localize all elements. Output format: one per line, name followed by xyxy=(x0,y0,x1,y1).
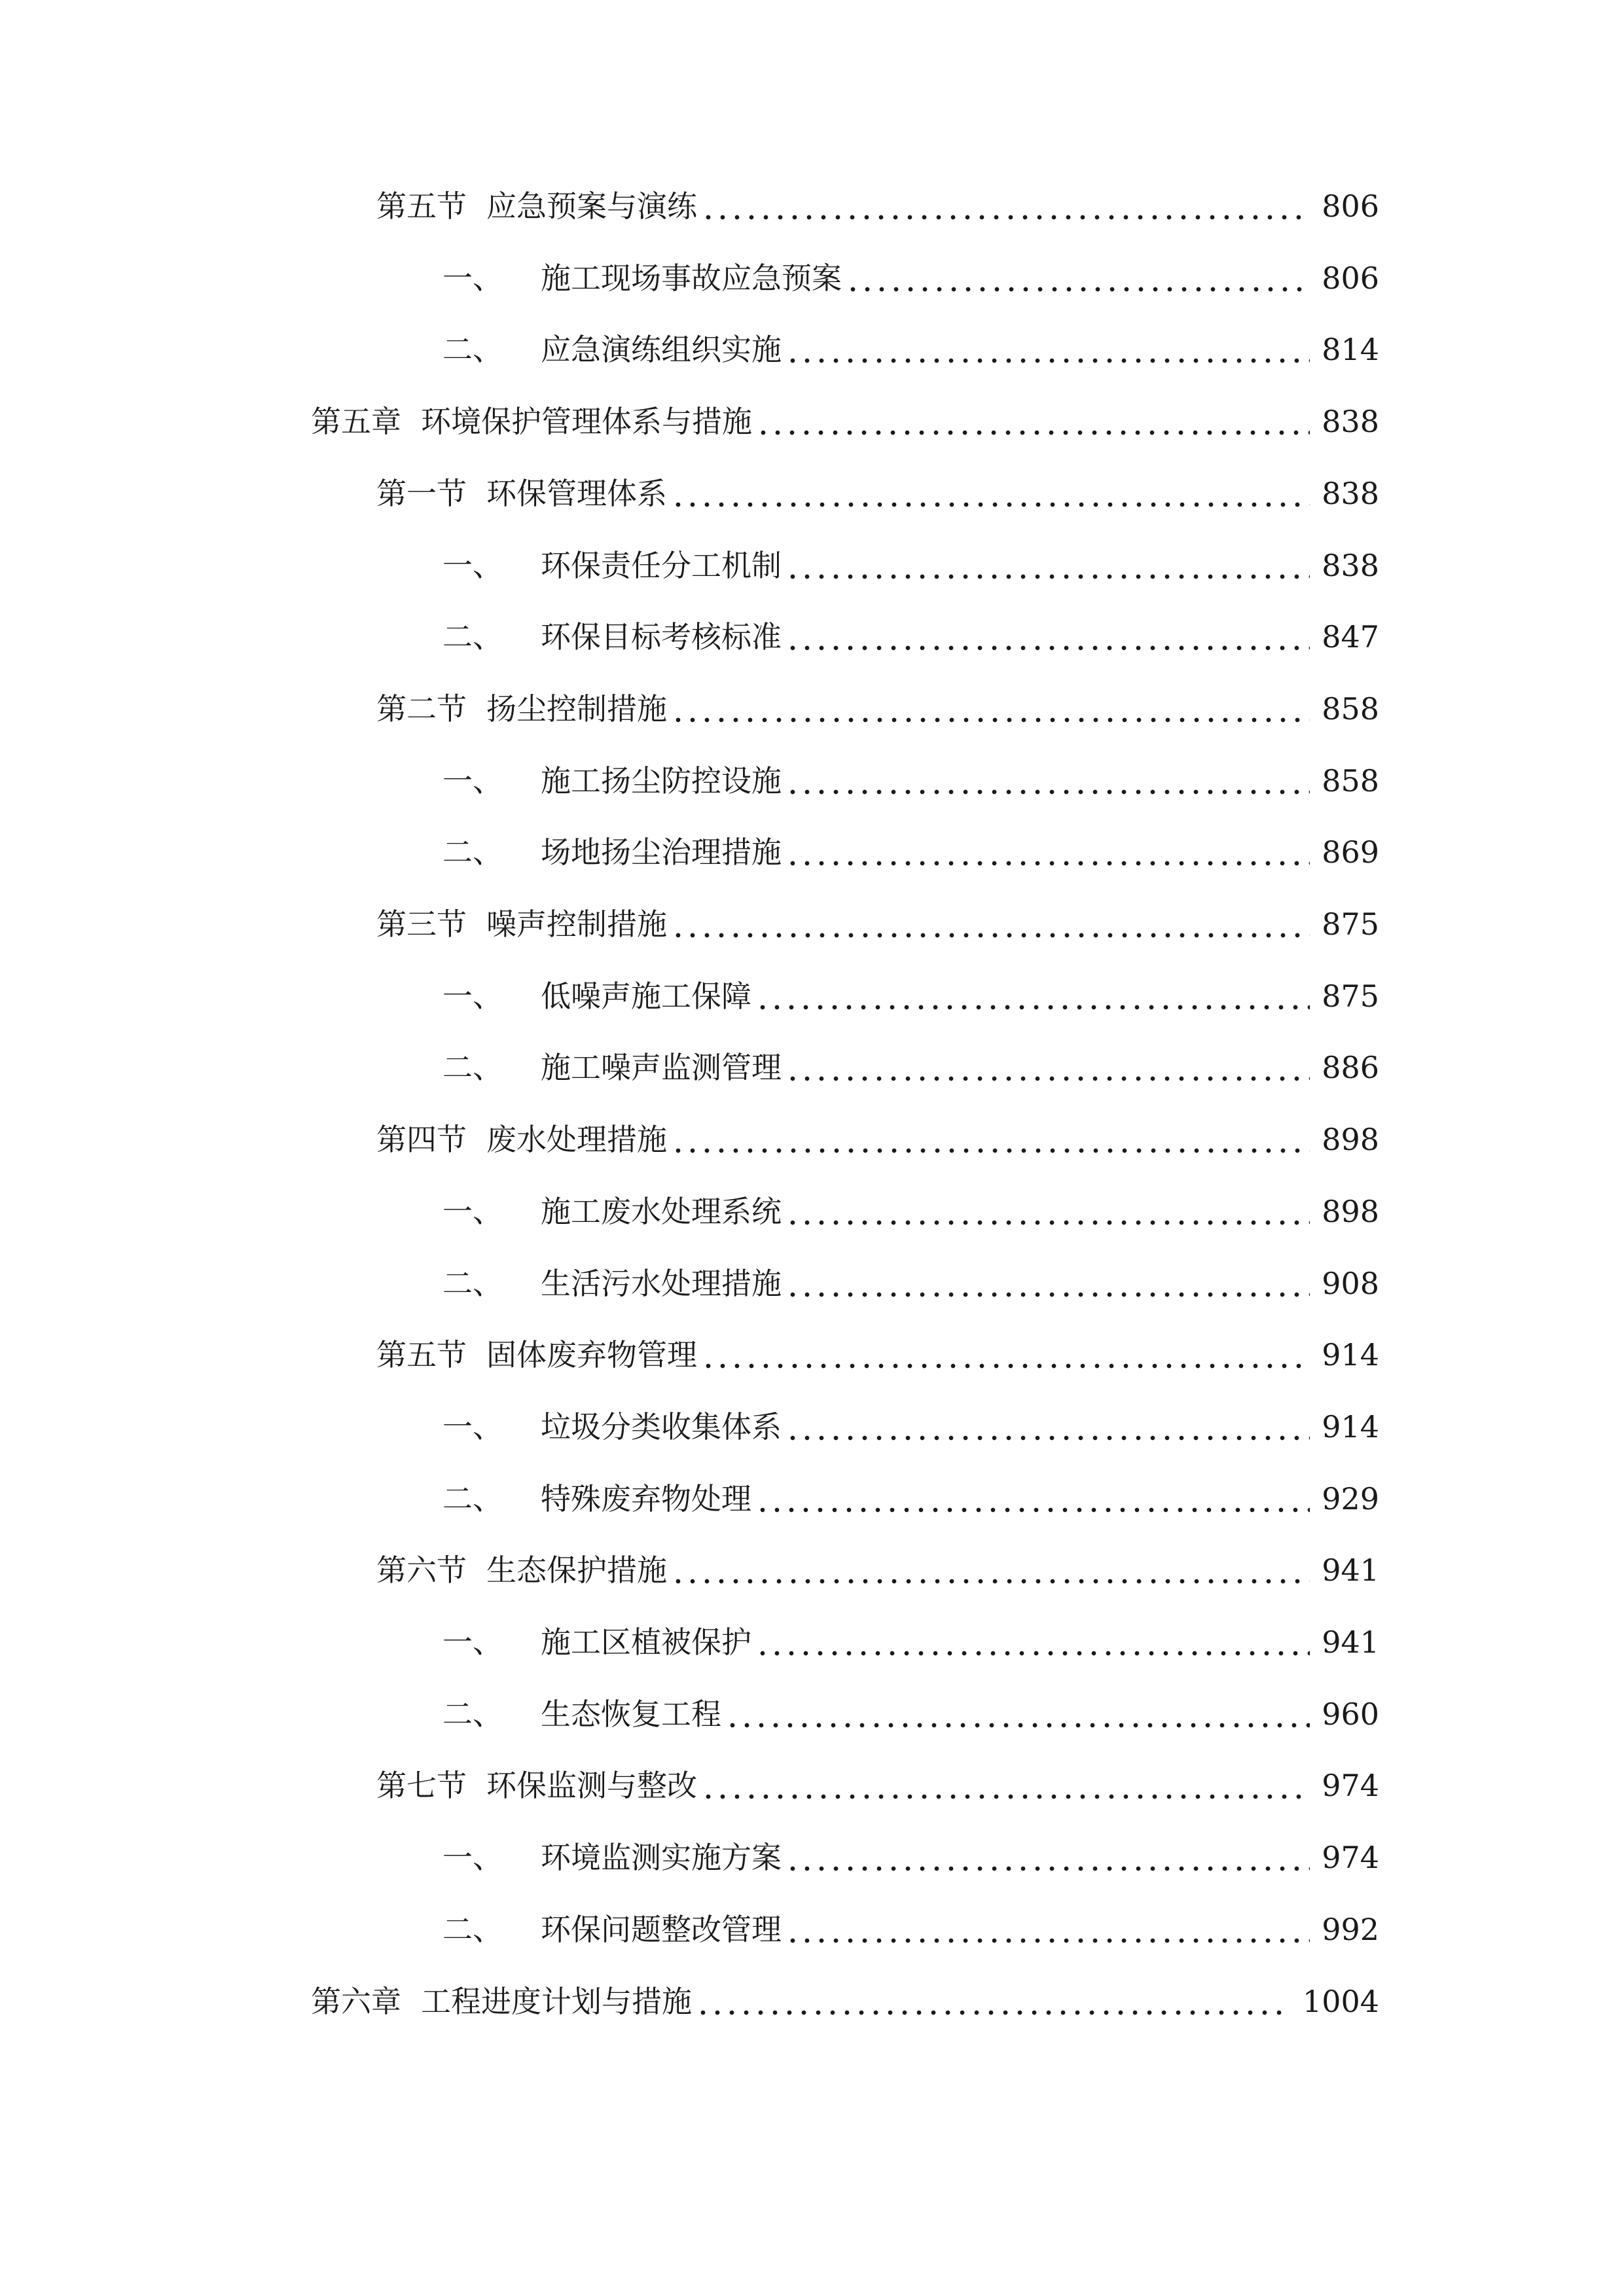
dot-leader xyxy=(785,543,1310,588)
toc-entry-page-number: 974 xyxy=(1322,1768,1379,1803)
toc-entry[interactable] xyxy=(376,686,1379,732)
toc-entry-number: 第五章 xyxy=(311,404,401,439)
toc-entry-page-number: 858 xyxy=(1322,763,1379,798)
toc-entry-title: 扬尘控制措施 xyxy=(486,691,667,726)
dot-leader xyxy=(755,1619,1310,1665)
toc-entry[interactable] xyxy=(442,1261,1379,1306)
toc-entry-number: 第六节 xyxy=(376,1552,467,1588)
dot-leader xyxy=(671,471,1310,516)
dot-leader xyxy=(671,901,1310,947)
toc-entry-number: 二、 xyxy=(442,1050,503,1085)
toc-entry-number: 第七节 xyxy=(376,1768,467,1803)
toc-entry-number: 第五节 xyxy=(376,1337,467,1372)
dot-leader xyxy=(701,1763,1310,1808)
dot-leader xyxy=(785,614,1310,660)
dot-leader xyxy=(785,327,1310,372)
toc-entry-title: 环保责任分工机制 xyxy=(541,548,782,583)
dot-leader xyxy=(785,1835,1310,1880)
toc-entry-page-number: 914 xyxy=(1322,1409,1379,1444)
toc-entry-page-number: 806 xyxy=(1322,260,1379,296)
toc-entry-number: 二、 xyxy=(442,332,503,367)
toc-entry-title: 环保目标考核标准 xyxy=(541,619,782,655)
toc-entry-title: 环境监测实施方案 xyxy=(541,1840,782,1875)
toc-entry-number: 第五节 xyxy=(376,188,467,224)
toc-entry-number: 一、 xyxy=(442,1194,503,1229)
toc-entry-title: 施工废水处理系统 xyxy=(541,1194,782,1229)
toc-entry-page-number: 838 xyxy=(1322,476,1379,511)
toc-entry-title: 环保问题整改管理 xyxy=(541,1912,782,1947)
dot-leader xyxy=(755,1476,1310,1522)
toc-entry-number: 二、 xyxy=(442,1481,503,1516)
toc-entry-title: 环保监测与整改 xyxy=(486,1768,697,1803)
toc-entry-title: 施工区植被保护 xyxy=(541,1624,751,1660)
toc-entry[interactable] xyxy=(376,1117,1379,1162)
dot-leader xyxy=(785,1907,1310,1952)
toc-entry-title: 施工现场事故应急预案 xyxy=(541,260,842,296)
dot-leader xyxy=(785,1404,1310,1450)
toc-entry-number: 第六章 xyxy=(311,1984,401,2019)
dot-leader xyxy=(671,686,1310,732)
toc-entry-number: 第三节 xyxy=(376,906,467,942)
dot-leader xyxy=(785,1189,1310,1234)
toc-entry-title: 环境保护管理体系与措施 xyxy=(421,404,752,439)
toc-entry[interactable] xyxy=(442,1907,1379,1952)
toc-entry[interactable] xyxy=(442,973,1379,1019)
toc-entry[interactable] xyxy=(442,1189,1379,1234)
toc-entry-number: 二、 xyxy=(442,1696,503,1732)
toc-entry-number: 一、 xyxy=(442,1840,503,1875)
dot-leader xyxy=(671,1547,1310,1593)
toc-entry-title: 施工扬尘防控设施 xyxy=(541,763,782,798)
toc-entry-title: 低噪声施工保障 xyxy=(541,978,751,1014)
toc-entry[interactable] xyxy=(442,1045,1379,1090)
dot-leader xyxy=(701,183,1310,229)
toc-entry-number: 一、 xyxy=(442,1624,503,1660)
toc-entry-page-number: 908 xyxy=(1322,1266,1379,1301)
toc-entry-number: 二、 xyxy=(442,1912,503,1947)
toc-entry-page-number: 941 xyxy=(1322,1552,1379,1588)
toc-entry-number: 一、 xyxy=(442,548,503,583)
toc-entry-page-number: 960 xyxy=(1322,1696,1379,1732)
toc-entry-title: 垃圾分类收集体系 xyxy=(541,1409,782,1444)
toc-entry[interactable] xyxy=(376,183,1379,229)
toc-entry-number: 一、 xyxy=(442,260,503,296)
dot-leader xyxy=(785,829,1310,875)
toc-entry-number: 二、 xyxy=(442,1266,503,1301)
toc-entry-number: 一、 xyxy=(442,763,503,798)
toc-entry-number: 一、 xyxy=(442,1409,503,1444)
toc-entry-page-number: 898 xyxy=(1322,1194,1379,1229)
toc-entry-number: 二、 xyxy=(442,834,503,870)
toc-entry-number: 第二节 xyxy=(376,691,467,726)
toc-entry[interactable] xyxy=(442,614,1379,660)
toc-entry[interactable] xyxy=(376,1763,1379,1808)
toc-entry-page-number: 914 xyxy=(1322,1337,1379,1372)
toc-entry-title: 生态保护措施 xyxy=(486,1552,667,1588)
dot-leader xyxy=(671,1117,1310,1162)
dot-leader xyxy=(846,255,1310,301)
dot-leader xyxy=(785,1045,1310,1090)
dot-leader xyxy=(725,1691,1310,1737)
toc-entry-title: 生态恢复工程 xyxy=(541,1696,721,1732)
toc-entry[interactable] xyxy=(376,1332,1379,1378)
toc-entry-page-number: 974 xyxy=(1322,1840,1379,1875)
toc-entry-page-number: 875 xyxy=(1322,906,1379,942)
dot-leader xyxy=(785,758,1310,804)
toc-entry[interactable] xyxy=(442,255,1379,301)
toc-entry-title: 废水处理措施 xyxy=(486,1122,667,1157)
toc-entry-title: 生活污水处理措施 xyxy=(541,1266,782,1301)
toc-entry-page-number: 806 xyxy=(1322,188,1379,224)
toc-entry-page-number: 886 xyxy=(1322,1050,1379,1085)
toc-entry[interactable] xyxy=(442,1476,1379,1522)
toc-entry[interactable] xyxy=(442,1691,1379,1737)
toc-entry[interactable] xyxy=(442,1835,1379,1880)
toc-entry[interactable] xyxy=(442,327,1379,372)
toc-entry-title: 噪声控制措施 xyxy=(486,906,667,942)
dot-leader xyxy=(696,1979,1291,2024)
toc-entry[interactable] xyxy=(442,543,1379,588)
dot-leader xyxy=(785,1261,1310,1306)
toc-entry-title: 场地扬尘治理措施 xyxy=(541,834,782,870)
toc-entry-number: 二、 xyxy=(442,619,503,655)
toc-entry-page-number: 992 xyxy=(1322,1912,1379,1947)
toc-entry-number: 第四节 xyxy=(376,1122,467,1157)
toc-entry[interactable] xyxy=(442,1619,1379,1665)
toc-entry-page-number: 814 xyxy=(1322,332,1379,367)
toc-entry-title: 特殊废弃物处理 xyxy=(541,1481,751,1516)
toc-entry-title: 工程进度计划与措施 xyxy=(421,1984,692,2019)
toc-entry-number: 第一节 xyxy=(376,476,467,511)
toc-entry-page-number: 941 xyxy=(1322,1624,1379,1660)
toc-entry-page-number: 847 xyxy=(1322,619,1379,655)
toc-entry-page-number: 898 xyxy=(1322,1122,1379,1157)
toc-entry[interactable] xyxy=(376,471,1379,516)
toc-entry-title: 环保管理体系 xyxy=(486,476,667,511)
toc-entry-page-number: 838 xyxy=(1322,404,1379,439)
toc-entry-page-number: 869 xyxy=(1322,834,1379,870)
dot-leader xyxy=(756,399,1310,444)
toc-entry[interactable] xyxy=(311,399,1379,444)
toc-entry-title: 应急演练组织实施 xyxy=(541,332,782,367)
toc-entry-page-number: 858 xyxy=(1322,691,1379,726)
toc-entry-title: 固体废弃物管理 xyxy=(486,1337,697,1372)
toc-entry[interactable] xyxy=(442,829,1379,875)
toc-entry-title: 应急预案与演练 xyxy=(486,188,697,224)
toc-entry[interactable] xyxy=(376,1547,1379,1593)
toc-entry-title: 施工噪声监测管理 xyxy=(541,1050,782,1085)
toc-entry-page-number: 838 xyxy=(1322,548,1379,583)
dot-leader xyxy=(755,973,1310,1019)
toc-entry-page-number: 875 xyxy=(1322,978,1379,1014)
toc-entry-page-number: 929 xyxy=(1322,1481,1379,1516)
toc-entry[interactable] xyxy=(442,758,1379,804)
dot-leader xyxy=(701,1332,1310,1378)
toc-entry[interactable] xyxy=(442,1404,1379,1450)
toc-entry-number: 一、 xyxy=(442,978,503,1014)
toc-entry[interactable] xyxy=(376,901,1379,947)
toc-entry-page-number: 1004 xyxy=(1302,1984,1379,2019)
toc-entry[interactable] xyxy=(311,1979,1379,2024)
